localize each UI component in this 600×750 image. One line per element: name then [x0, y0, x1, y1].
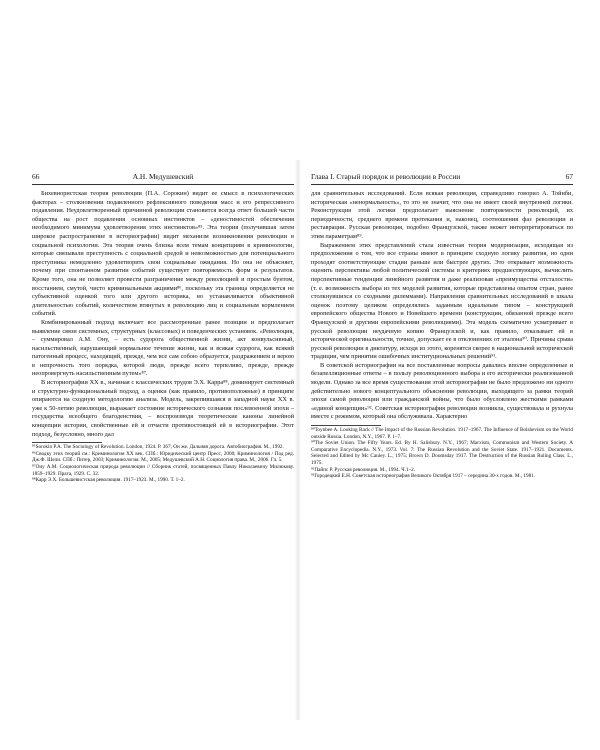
- left-page: [32, 170, 294, 484]
- footnote: ⁸⁸Карр Э.Х. Большевистская революция. 1917–1923. М., 1990. Т. 1–2.: [32, 477, 185, 484]
- footnote: ⁸⁵Sorokin P.A. The Sociology of Revolution. London, 1924. P. 367; Он же. Дальняя дорога. Автобиография. М., 1992.: [32, 444, 284, 451]
- left-running-header: [32, 170, 294, 185]
- left-running-head: А.Н. Медушевский: [132, 172, 194, 181]
- left-body-text: [32, 190, 294, 439]
- left-paragraph: Комбинированный подход включает все рассмотренные ранее позиции и предполагает выявление связи системных, структурных (классовых) и поведенческих установок. «Революция, – суммировал А.М. Ону, – есть судорога общественной жизни, акт конвульсивный, насильственный, нарушающий нормальное течение жизни, как и всякая судорога, как всякий патогенный процесс, находящий, прежде, чем все сам собою образуется, раздражением и верою в непрочность того порядка, которой люди, прежде всего терпеливо, прежде, прежде неопровергнуть насильственным путем»⁸⁷.: [32, 318, 294, 378]
- footnote: ⁸⁷Ону А.М. Социологическая природа революции // Сборник статей, посвященных Павлу Николаевичу Милюкову. 1859–1929. Прага, 1929. С. 32.: [32, 464, 294, 477]
- right-paragraph: Выражением этих представлений стала известная теория модернизации, исходящая из предположения о том, что все страны имеют в принципе сходную логику развития, но одни проходят соответствующие стадии раньше или быстрее других. Это открывает возможность оценить перспективы любой политической системы в критериях предшествующих, вычислить перспективные тенденции линейного развития и даже реализовав «преимущества отсталости» (т. е. возможность выбора из тех моделей развития, которые представлены опытом стран, ранее столкнувшихся со сходными дилеммами). Направления сравнительных исследований в шкала оценок поэтому целиком определялись заданным идеальным типом – конструкцией европейского общества Нового и Новейшего времени (конструкции, обязанной прежде всего Французской и другими европейскими революциями). Эта модель схематично усматривает в русской революции неудачную копию Французской и, как правило, отказывает ей в исторической оригинальности, точнее, допускает ее в отклонениях от эталона⁹⁰. Причины срыва русской революции в диктатуру, исходя из этого, коренятся скорее в национальной исторической традиции, чем принятии ошибочных институциональных решений⁹¹.: [311, 241, 573, 361]
- right-running-header: [311, 170, 573, 185]
- footnote: ⁸⁹Toynbee A. Looking Back // The Impact of the Russian Revolution. 1917–1967. The Influence of Bolshevism on the World outside Russia. London, N.Y., 1967. P. 1–7.: [311, 427, 573, 440]
- left-paragraph: Бихевиористская теория революции (П.А. Сорокин) видит ее смысл в психологических факторах – столкновении подавленного рефлексивного поведения масс и его репрессивного подавления. Неудовлетворенный причинной революции становится всегда ответ большей части общества на рост подавления основных инстинктов – «деностимостей обеспечения необходимого минимума удовлетворения этих инстинктов»⁸⁵. Эта теория (получившая затем широкое распространение в историографии) видит механизм возникновения революции в социальной психологии. Эта теория очень близка всем темам концепциям в криминологии, которые связывали преступность с социальной средой и невозможностью для потенциального преступника немедленно удовлетворить свои социальные ожидания. Но она не объясняет, почему при спонтанном развитии событий существует повторяемость форм и результатов. Кроме того, она не позволяет провести разграничение между революцией и простым бунтом, восстанием, смутой, чисто криминальными акциями⁸⁶, поскольку эта граница определяется не субъективной оценкой того или другого историка, но устанавливается объективной длительностью событий, количеством втянутых в революцию лиц и социальным кормлением событий.: [32, 190, 294, 318]
- left-paragraph: В историографии XX в., начиная с классических трудов Э.Х. Карра⁸⁸, доминирует системный и структурно-функциональный подход, а оценки (как правило, противоположные) в принципе опираются на сходную методологию анализа. Модель, закрепившаяся в западной науке XX в. уже к 50-летию революции, выражает состояние исторического сознания послевоенной эпохи – государства всеобщего благоденствия, – воспроизводя теоретические каноны линейной концепции истории, свойственные ей и отчасти противостоящей ей в историографии. Этот подход, безусловно, много дал: [32, 379, 294, 438]
- footnote: ⁹⁰The Soviet Union. The Fifty Years. Ed. By H. Salisbury. N.Y., 1967; Marxism, Communism and Western Society. A Comparative Encyclopedia. N.Y., 1973. Vol. 7: The Russian Revolution and the Soviet State. 1917–1921. Documents. Selected and Edited by Mc Cauley. L., 1975; Brown D. Doomsday 1917. The Destruction of the Russian Ruling Class. L., 1975.: [311, 440, 573, 466]
- left-footnotes: [32, 442, 294, 484]
- right-page: [311, 170, 573, 480]
- footnote: ⁹²Городецкий Е.Н. Советская историография Великого Октября 1917 – середина 30-х годов. М., 1981.: [311, 473, 536, 480]
- right-paragraph: В советской историографии на все поставленные вопросы давались вполне определенные и безапелляционные ответы – в пользу революционного выбора и его исторически реализованной модели. Однако за все время существования этой историографии не было предложено ни одного действительно нового концептуального объяснения революции, выходящего за рамки теорий эпохи самой революции или гражданской войны, что было обусловлено жесткими рамками «единой концепции»⁹². Советская историография революции возникла, существовала и рухнула вместе с режимом, который она обслуживала. Характерно: [311, 361, 573, 421]
- right-page-number: 67: [565, 172, 573, 181]
- book-gutter: [295, 160, 301, 720]
- left-page-number: 66: [32, 172, 40, 181]
- right-running-head: Глава I. Старый порядок и революции в России: [311, 172, 461, 181]
- right-footnotes: [311, 425, 573, 480]
- right-paragraph: для сравнительных исследований. Если всякая революция, справедливо говорил А. Тойнби, историческая «ненормальность», то это не значит, что она не имеет своей внутренней логики. Реконструкция этой логики предполагает выяснение повторяемости революций, их периодичности, среднего времени протекания и, наконец, соотношения фаз революции и реставрации. Русская революция, подобно Французской, также может интерпретироваться по этим параметрам⁸⁹.: [311, 190, 573, 240]
- footnote: ⁹¹Пайпс Р. Русская революция. М., 1994. Ч.1–2.: [311, 466, 415, 473]
- footnote: ⁸⁶Сводку этих теорий см.: Криминология XX век. СПб.: Юридический центр Пресс, 2000; Криминология / Под ред. Дж.Ф. Шели. СПб.: Питер, 2003; Криминология. М., 2005; Медушевский А.Н. Социология права. М., 2006. Гл. 5.: [32, 450, 294, 464]
- right-body-text: [311, 190, 573, 422]
